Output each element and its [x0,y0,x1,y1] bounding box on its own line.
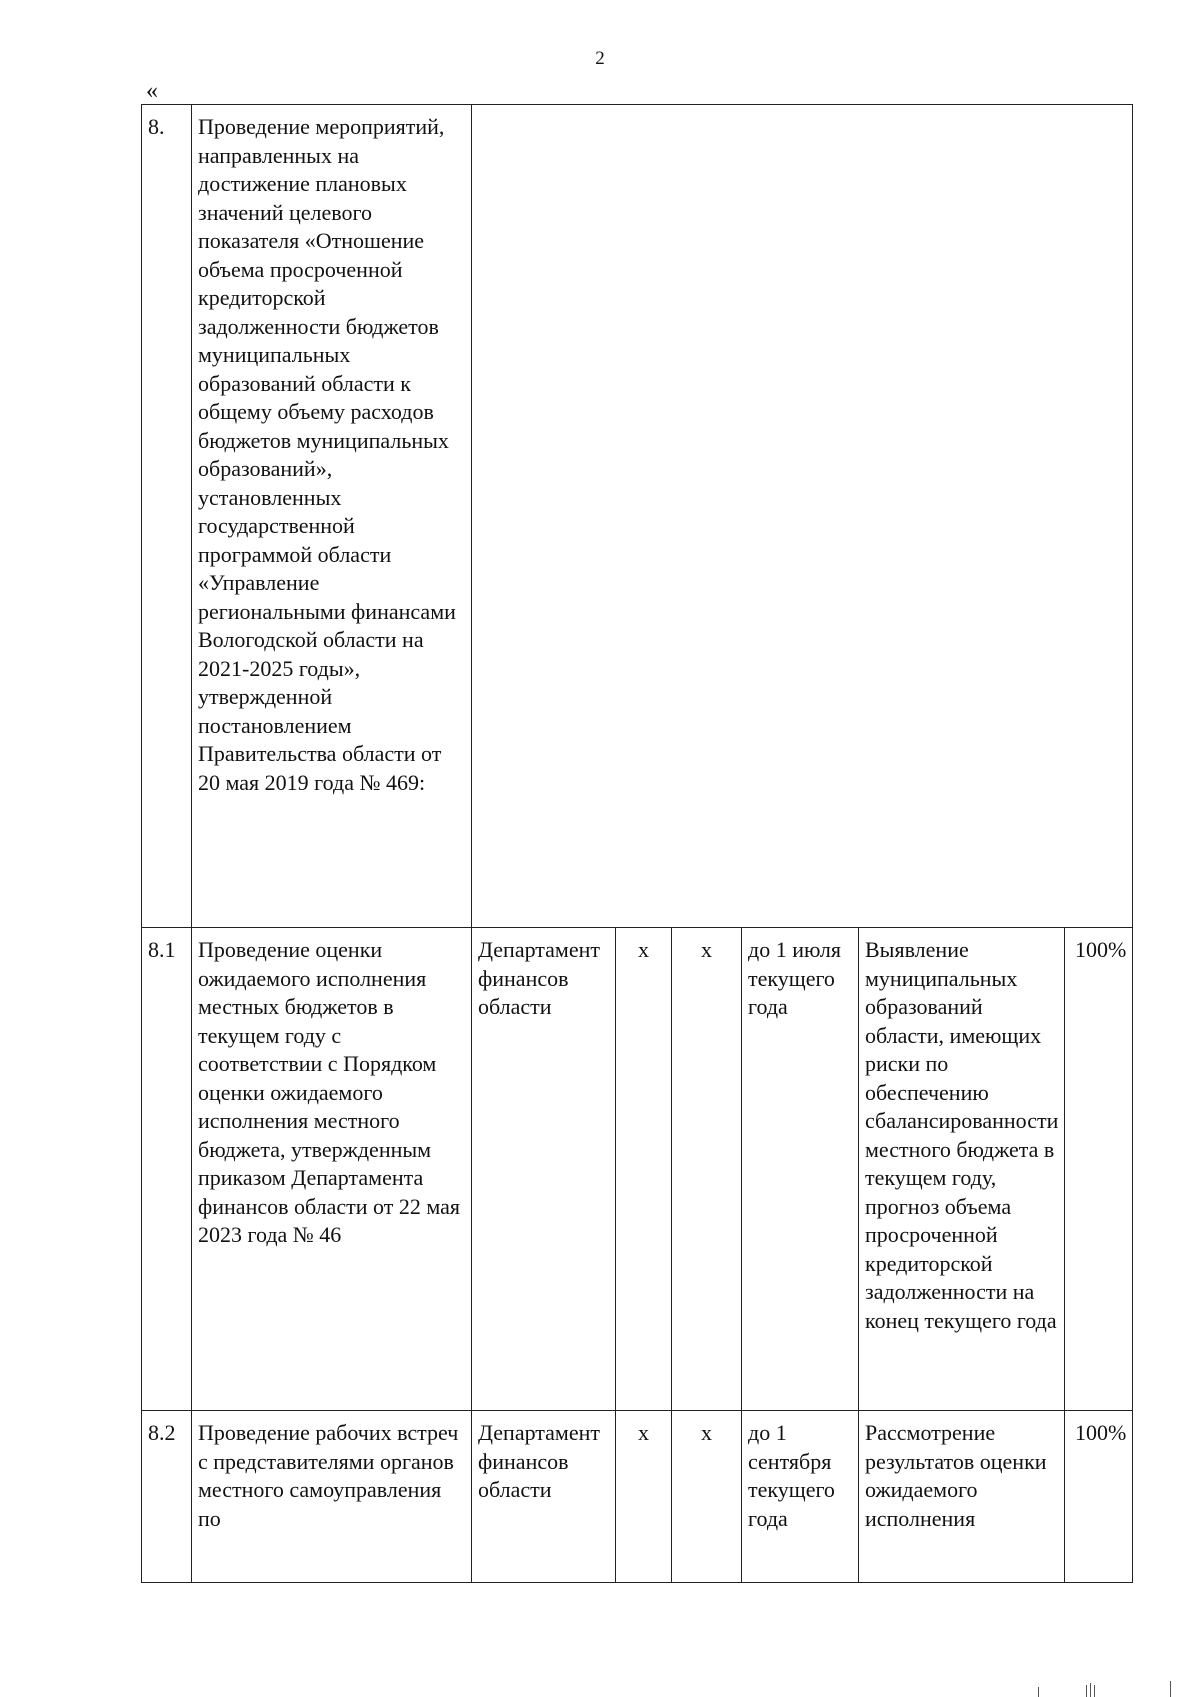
row-8-number: 8. [142,105,192,928]
row-8-1-result: Выявление муниципальных образований области, имеющих риски по обеспечению сбалансированности местного бюджета в текущем году, прогноз объема просроченной кредиторской задолженности на конец текущего года [859,928,1065,1411]
row-8-2-col5: х [672,1411,742,1583]
measures-table [141,104,1133,1583]
row-8-2-percent: 100% [1065,1411,1133,1583]
row-8-2-result: Рассмотрение результатов оценки ожидаемого исполнения [859,1411,1065,1583]
scan-artifact-marks [1030,1680,1180,1697]
table-row-8 [142,105,1133,928]
table-row-8-2 [142,1411,1133,1583]
row-8-2-col4: х [616,1411,672,1583]
row-8-1-deadline: до 1 июля текущего года [742,928,859,1411]
row-8-2-executor: Департамент финансов области [472,1411,616,1583]
row-8-1-percent: 100% [1065,928,1133,1411]
row-8-2-number: 8.2 [142,1411,192,1583]
row-8-2-description: Проведение рабочих встреч с представителями органов местного самоуправления по [192,1411,472,1583]
row-8-1-description: Проведение оценки ожидаемого исполнения местных бюджетов в текущем году с соответствии с Порядком оценки ожидаемого исполнения местного бюджета, утвержденным приказом Департамента финансов области от 22 мая 2023 года № 46 [192,928,472,1411]
row-8-empty-cell [472,105,1133,928]
row-8-1-number: 8.1 [142,928,192,1411]
page-number: 2 [595,48,605,69]
row-8-1-col5: х [672,928,742,1411]
row-8-2-deadline: до 1 сентября текущего года [742,1411,859,1583]
opening-quote-mark: « [146,78,158,104]
row-8-description: Проведение мероприятий, направленных на достижение плановых значений целевого показателя «Отношение объема просроченной кредиторской задолженности бюджетов муниципальных образований области к общему объему расходов бюджетов муниципальных образований», установленных государственной программой области «Управление региональными финансами Вологодской области на 2021-2025 годы», утвержденной постановлением Правительства области от 20 мая 2019 года № 469: [192,105,472,928]
row-8-1-col4: х [616,928,672,1411]
row-8-1-executor: Департамент финансов области [472,928,616,1411]
table-row-8-1 [142,928,1133,1411]
